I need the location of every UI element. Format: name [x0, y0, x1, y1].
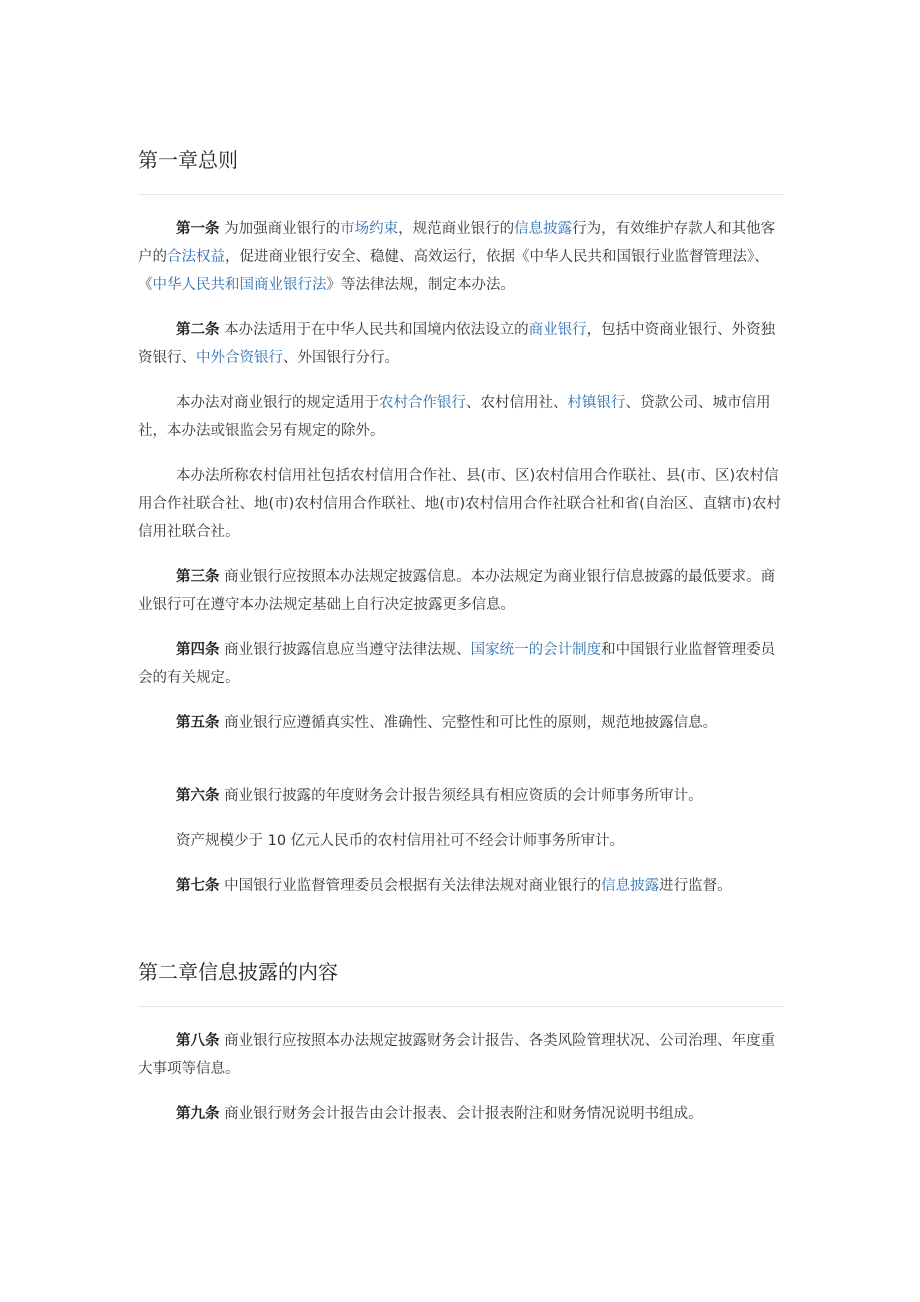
article-3-label: 第三条	[176, 569, 220, 585]
article-8: 第八条 商业银行应按照本办法规定披露财务会计报告、各类风险管理状况、公司治理、年度重大事项等信息。	[138, 1033, 776, 1077]
article-2-label: 第二条	[176, 322, 220, 338]
article-8-label: 第八条	[176, 1033, 220, 1049]
chapter-1-heading: 第一章总则	[138, 146, 784, 195]
article-5-label: 第五条	[176, 715, 220, 731]
article-2: 第二条 本办法适用于在中华人民共和国境内依法设立的商业银行，包括中资商业银行、外资独资银行、中外合资银行、外国银行分行。	[138, 322, 776, 366]
link-legal-rights[interactable]: 合法权益	[167, 249, 225, 265]
link-commercial-bank-law[interactable]: 中华人民共和国商业银行法	[152, 277, 327, 293]
article-4-label: 第四条	[176, 642, 220, 658]
article-2-paragraph-3: 本办法所称农村信用社包括农村信用合作社、县(市、区)农村信用合作联社、县(市、区)农村信用合作社联合社、地(市)农村信用合作联社、地(市)农村信用合作社联合社和省(自治区、直辖市)农村信用社联合社。	[138, 468, 781, 540]
link-info-disclosure[interactable]: 信息披露	[514, 221, 573, 237]
article-9: 第九条 商业银行财务会计报告由会计报表、会计报表附注和财务情况说明书组成。	[176, 1106, 703, 1122]
article-3: 第三条 商业银行应按照本办法规定披露信息。本办法规定为商业银行信息披露的最低要求。商业银行可在遵守本办法规定基础上自行决定披露更多信息。	[138, 569, 776, 613]
link-village-bank[interactable]: 村镇银行	[567, 395, 626, 411]
chapter-2-heading: 第二章信息披露的内容	[138, 958, 784, 1007]
article-7-label: 第七条	[176, 878, 220, 894]
article-1: 第一条 为加强商业银行的市场约束，规范商业银行的信息披露行为，有效维护存款人和其他客户的合法权益，促进商业银行安全、稳健、高效运行，依据《中华人民共和国银行业监督管理法》、《中华人民共和国商业银行法》等法律法规，制定本办法。	[138, 221, 776, 293]
article-6-paragraph-2: 资产规模少于 10 亿元人民币的农村信用社可不经会计师事务所审计。	[176, 833, 625, 849]
article-2-paragraph-2: 本办法对商业银行的规定适用于农村合作银行、农村信用社、村镇银行、贷款公司、城市信用社，本办法或银监会另有规定的除外。	[138, 395, 771, 439]
article-1-label: 第一条	[176, 221, 220, 237]
link-rural-cooperative-bank[interactable]: 农村合作银行	[379, 395, 466, 411]
link-accounting-system[interactable]: 国家统一的会计制度	[470, 642, 602, 658]
link-commercial-bank[interactable]: 商业银行	[528, 322, 587, 338]
article-7: 第七条 中国银行业监督管理委员会根据有关法律法规对商业银行的信息披露进行监督。	[176, 878, 732, 894]
article-4: 第四条 商业银行披露信息应当遵守法律法规、国家统一的会计制度和中国银行业监督管理委员会的有关规定。	[138, 642, 776, 686]
article-6: 第六条 商业银行披露的年度财务会计报告须经具有相应资质的会计师事务所审计。	[176, 788, 703, 804]
article-6-label: 第六条	[176, 788, 220, 804]
article-5: 第五条 商业银行应遵循真实性、准确性、完整性和可比性的原则，规范地披露信息。	[176, 715, 718, 731]
link-sino-foreign-bank[interactable]: 中外合资银行	[196, 350, 283, 366]
link-info-disclosure-2[interactable]: 信息披露	[601, 878, 660, 894]
article-9-label: 第九条	[176, 1106, 220, 1122]
link-market-discipline[interactable]: 市场约束	[340, 221, 399, 237]
